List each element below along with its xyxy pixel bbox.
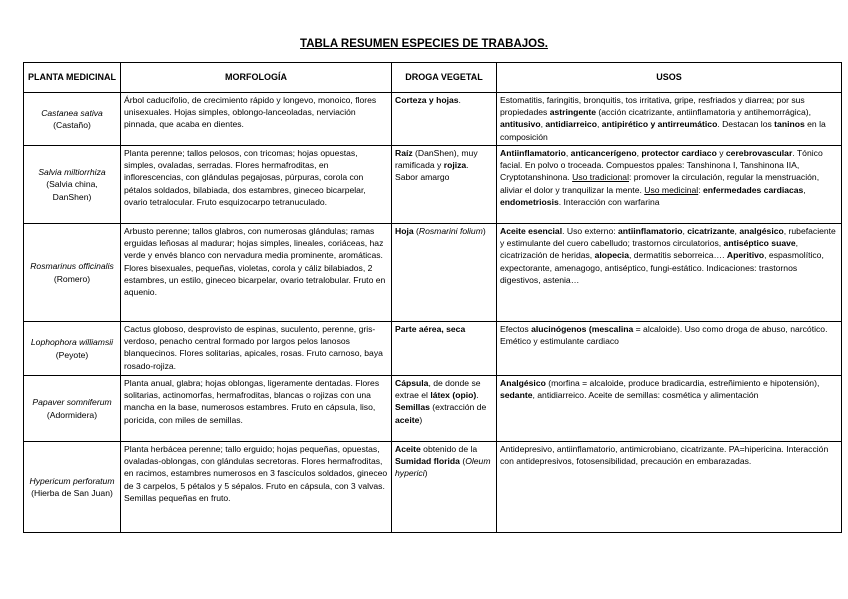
plant-scientific-name: Salvia miltiorrhiza: [38, 167, 106, 178]
plant-scientific-name: Hypericum perforatum: [29, 475, 115, 486]
droga-cell: Aceite obtenido de la Sumidad florida (Oleum hyperici): [392, 442, 497, 533]
droga-cell: Cápsula, de donde se extrae el látex (opio). Semillas (extracción de aceite): [392, 376, 497, 442]
morfologia-cell: Planta herbácea perenne; tallo erguido; hojas pequeñas, opuestas, ovaladas-oblongas, con glándulas secretoras. Flores hermafroditas, en racimos, estambres numerosos en 3 fascículos soldados, gineceo de 3 carpelos, 5 pétalos y 5 sépalos. Fruto en cápsula, con 3 valvas. Semillas pequeñas en fruto.: [121, 442, 392, 533]
plant-cell: [24, 224, 121, 322]
plant-scientific-name: Castanea sativa: [41, 107, 103, 118]
table-row: [24, 146, 842, 224]
plant-common-name: (Peyote): [55, 349, 89, 360]
table-row: [24, 376, 842, 442]
table-row: [24, 93, 842, 146]
usos-cell: Aceite esencial. Uso externo: antiinflamatorio, cicatrizante, analgésico, rubefaciente y estimulante del cuero cabelludo; trastornos circulatorios, antiséptico suave, cicatrización de heridas, alopecia, dermatitis seborreica…. Aperitivo, espasmolítico, expectorante, amenagogo, antiséptico, fungi-estático. Indicaciones: trastornos digestivos, astenia…: [497, 224, 842, 322]
usos-cell: Antiinflamatorio, anticancerígeno, protector cardiaco y cerebrovascular. Tónico facial. En polvo o troceada. Compuestos ppales: Tanshinona I, Tanshinona IIA, Cryptotanshinona. Uso tradicional: promover la circulación, regular la menstruación, aliviar el dolor y tranquilizar la mente. Uso medicinal: enfermedades cardiacas, endometriosis. Interacción con warfarina: [497, 146, 842, 224]
species-table: [23, 62, 842, 533]
plant-scientific-name: Papaver somniferum: [32, 397, 112, 408]
droga-cell: Parte aérea, seca: [392, 322, 497, 376]
morfologia-cell: Arbusto perenne; tallos glabros, con numerosas glándulas; ramas erguidas leñosas al madurar; hojas simples, lineales, coriáceas, haz verde y envés blanco con nervadura media prominente, aromáticas. Flores bisexuales, pequeñas, violetas, corola y cáliz bilabiados, 2 estambres, un estilo, gineceo bicarpelar, ovario tetralobular. Fruto en aquenio.: [121, 224, 392, 322]
morfologia-cell: Planta perenne; tallos pelosos, con tricomas; hojas opuestas, simples, ovaladas, serradas. Flores hermafroditas, en inflorescencias, con glándulas pegajosas, púrpuras, corola con pétalos soldados, bilabiada, dos estambres, gineceo bicarpelar, ovario tetralocular. Fruto esquizocarpo tetranuculado.: [121, 146, 392, 224]
morfologia-cell: Árbol caducifolio, de crecimiento rápido y longevo, monoico, flores unisexuales. Hojas simples, oblongo-lanceoladas, nerviación pinnada, que acaba en dientes.: [121, 93, 392, 146]
plant-cell: [24, 93, 121, 146]
table-row: [24, 224, 842, 322]
droga-cell: Corteza y hojas.: [392, 93, 497, 146]
page-title: TABLA RESUMEN ESPECIES DE TRABAJOS.: [300, 38, 548, 50]
plant-scientific-name: Rosmarinus officinalis: [30, 261, 114, 272]
droga-cell: Hoja (Rosmarini folium): [392, 224, 497, 322]
morfologia-cell: Cactus globoso, desprovisto de espinas, suculento, perenne, gris-verdoso, penacho central formado por largos pelos lanosos blanquecinos. Flores solitarias, apicales, rosas. Fruto carnoso, baya rosado-rojiza.: [121, 322, 392, 376]
usos-cell: Estomatitis, faringitis, bronquitis, tos irritativa, gripe, resfriados y diarrea; por sus propiedades astringente (acción cicatrizante, antiinflamatoria y antihemorrágica), antitusivo, antidiarreico, antipirético y antirreumático. Destacan los taninos en la composición: [497, 93, 842, 146]
plant-scientific-name: Lophophora williamsii: [30, 337, 114, 348]
morfologia-cell: Planta anual, glabra; hojas oblongas, ligeramente dentadas. Flores solitarias, actinomorfas, hermafroditas, blancas o rojizas con una mancha en la base, numerosos estambres. Fruto en cápsula, liso, poricida, con miles de semillas.: [121, 376, 392, 442]
table-row: [24, 442, 842, 533]
plant-common-name: (Romero): [53, 273, 91, 284]
plant-common-name: (Salvia china, DanShen): [46, 179, 98, 202]
droga-cell: Raíz (DanShen), muy ramificada y rojiza. Sabor amargo: [392, 146, 497, 224]
header-planta: PLANTA MEDICINAL: [24, 63, 121, 93]
table-row: [24, 322, 842, 376]
header-usos: USOS: [497, 63, 842, 93]
plant-common-name: (Hierba de San Juan): [31, 488, 113, 498]
plant-common-name: (Castaño): [53, 120, 91, 130]
usos-cell: Analgésico (morfina = alcaloide, produce bradicardia, estreñimiento e hipotensión), sedante, antidiarreico. Aceite de semillas: cosmética y alimentación: [497, 376, 842, 442]
plant-cell: [24, 376, 121, 442]
header-morfologia: MORFOLOGÍA: [121, 63, 392, 93]
table-header-row: [24, 63, 842, 93]
usos-cell: Antidepresivo, antiinflamatorio, antimicrobiano, cicatrizante. PA=hipericina. Interacción con antidepresivos, fotosensibilidad, precaución en embarazadas.: [497, 442, 842, 533]
plant-cell: [24, 442, 121, 533]
plant-cell: [24, 146, 121, 224]
plant-common-name: (Adormidera): [46, 409, 98, 420]
plant-cell: [24, 322, 121, 376]
header-droga: DROGA VEGETAL: [392, 63, 497, 93]
usos-cell: Efectos alucinógenos (mescalina = alcaloide). Uso como droga de abuso, narcótico. Emético y estimulante cardiaco: [497, 322, 842, 376]
